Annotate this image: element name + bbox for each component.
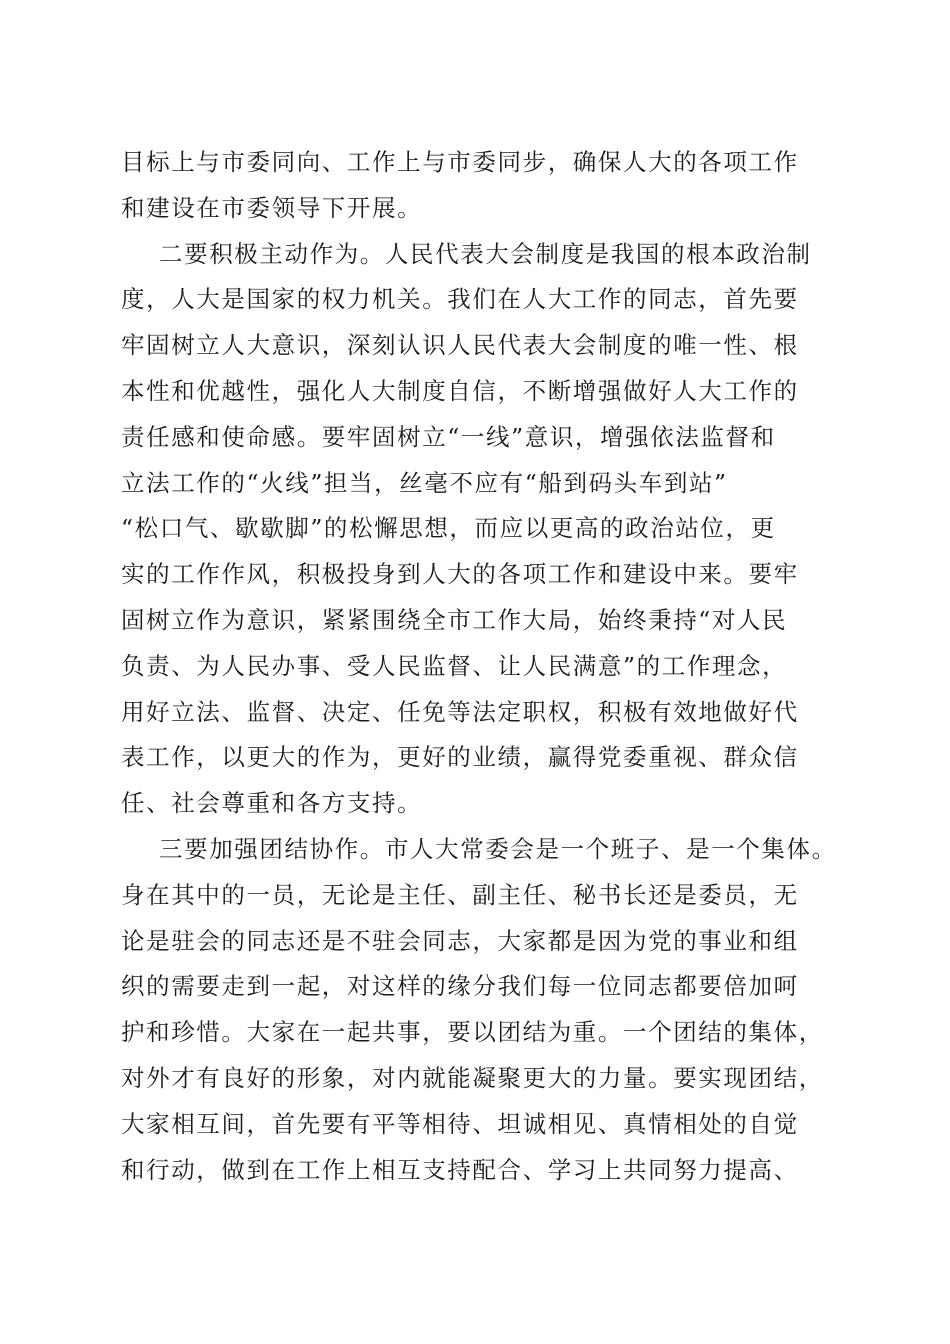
text-line: 牢固树立人大意识，深刻认识人民代表大会制度的唯一性、根 — [121, 331, 799, 360]
text-line: 和建设在市委领导下开展。 — [121, 193, 423, 222]
text-line: 负责、为人民办事、受人民监督、让人民满意”的工作理念， — [121, 651, 788, 680]
text-line: 用好立法、监督、决定、任免等法定职权，积极有效地做好代 — [121, 697, 799, 726]
text-line: 织的需要走到一起，对这样的缘分我们每一位同志都要倍加呵 — [121, 972, 799, 1001]
text-line: 本性和优越性，强化人大制度自信，不断增强做好人大工作的 — [121, 376, 799, 405]
text-line: 实的工作作风，积极投身到人大的各项工作和建设中来。要牢 — [121, 560, 799, 589]
text-line: 对外才有良好的形象，对内就能凝聚更大的力量。要实现团结， — [121, 1063, 824, 1092]
body-text — [121, 140, 841, 1193]
text-line: 身在其中的一员，无论是主任、副主任、秘书长还是委员，无 — [121, 880, 799, 909]
text-line: 和行动，做到在工作上相互支持配合、学习上共同努力提高、 — [121, 1155, 799, 1184]
text-line: 立法工作的“火线”担当，丝毫不应有“船到码头车到站” — [121, 468, 728, 497]
text-line: “松口气、歇歇脚”的松懈思想，而应以更高的政治站位，更 — [121, 514, 776, 543]
text-line: 表工作，以更大的作为，更好的业绩，赢得党委重视、群众信 — [121, 743, 799, 772]
text-line: 度，人大是国家的权力机关。我们在人大工作的同志，首先要 — [121, 285, 799, 314]
text-line: 任、社会尊重和各方支持。 — [121, 789, 423, 818]
text-line: 论是驻会的同志还是不驻会同志，大家都是因为党的事业和组 — [121, 926, 799, 955]
text-line: 固树立作为意识，紧紧围绕全市工作大局，始终秉持“对人民 — [121, 605, 788, 634]
paragraph-start-line: 三要加强团结协作。市人大常委会是一个班子、是一个集体。 — [159, 834, 837, 863]
text-line: 护和珍惜。大家在一起共事，要以团结为重。一个团结的集体， — [121, 1018, 824, 1047]
text-line: 大家相互间，首先要有平等相待、坦诚相见、真情相处的自觉 — [121, 1109, 799, 1138]
text-line: 责任感和使命感。要牢固树立“一线”意识，增强依法监督和 — [121, 422, 776, 451]
text-line: 目标上与市委同向、工作上与市委同步，确保人大的各项工作 — [121, 148, 799, 176]
paragraph-start-line: 二要积极主动作为。人民代表大会制度是我国的根本政治制 — [159, 239, 812, 268]
